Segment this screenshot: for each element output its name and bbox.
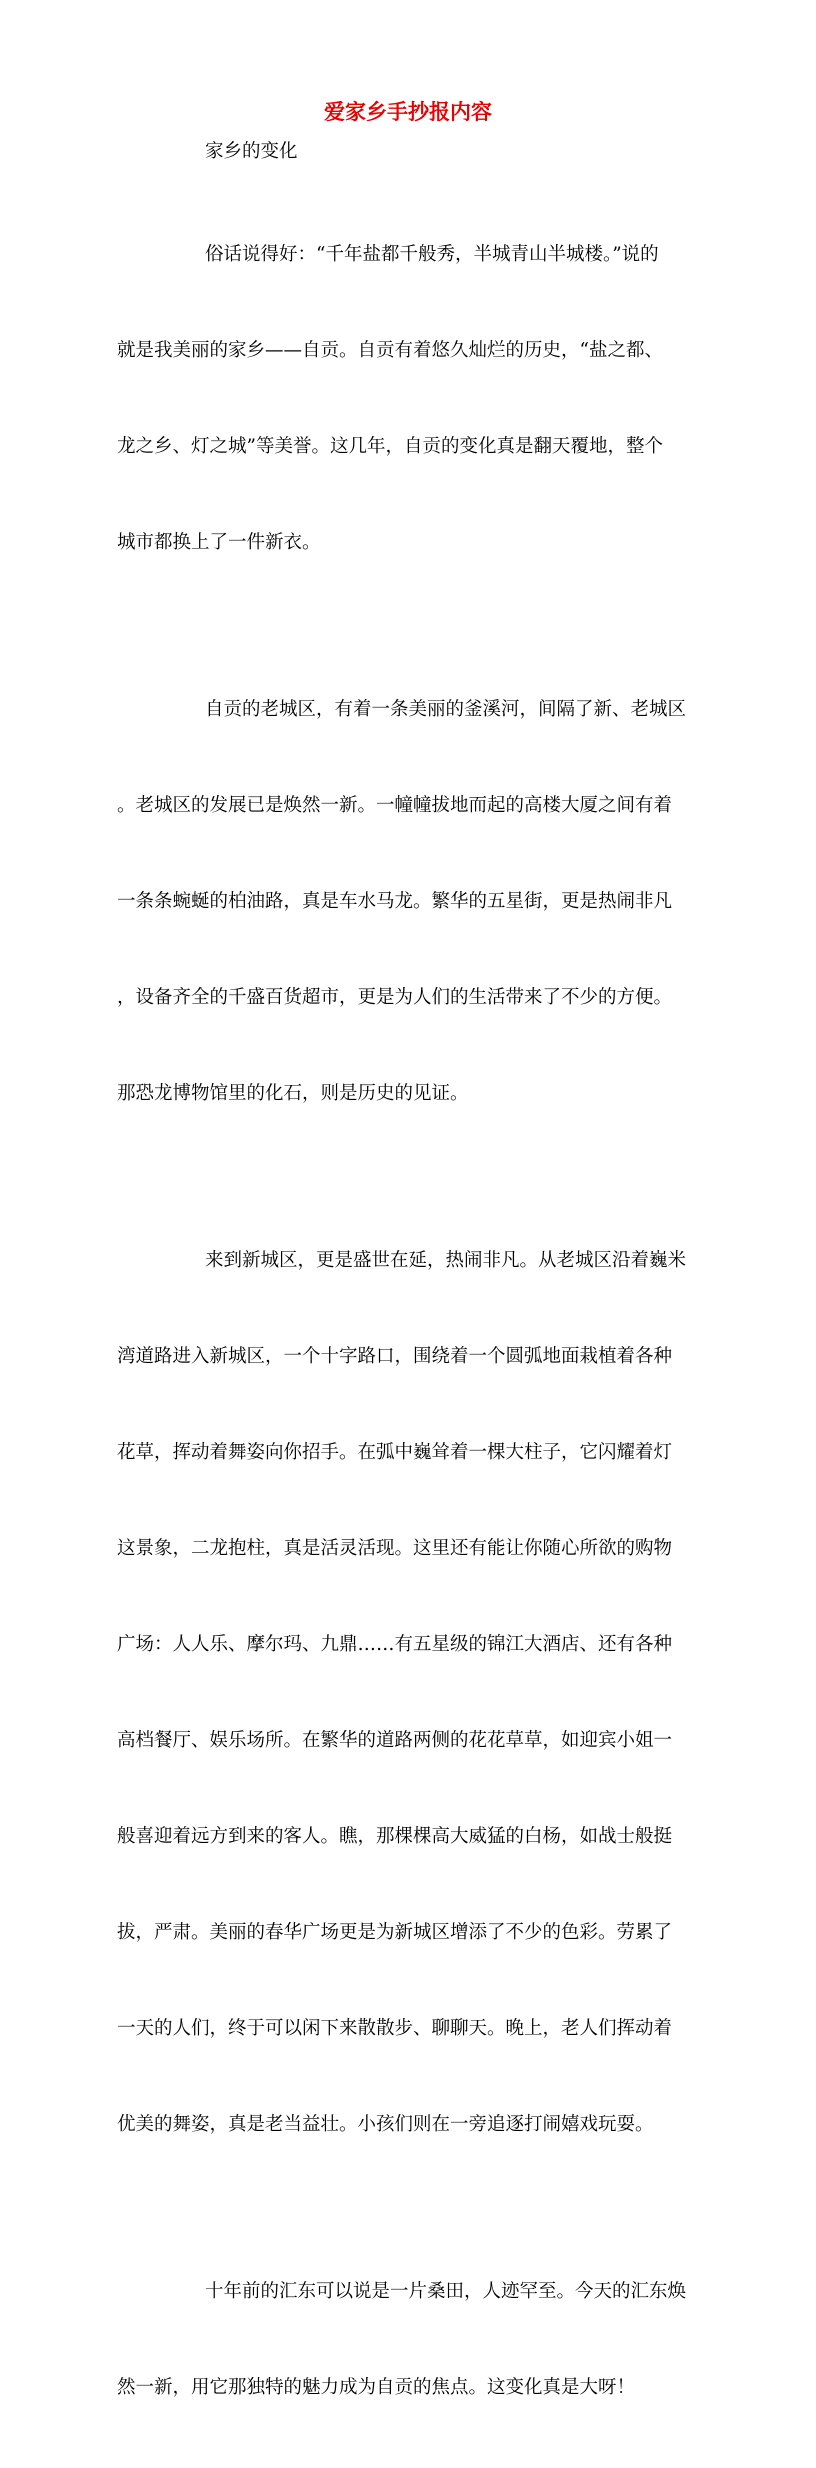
paragraph-line: 龙之乡、灯之城”等美誉。这几年，自贡的变化真是翻天覆地，整个 — [117, 436, 663, 457]
paragraph-3 — [117, 1181, 697, 2205]
paragraph-line: 般喜迎着远方到来的客人。瞧，那棵棵高大威猛的白杨，如战士般挺 — [117, 1826, 673, 1847]
paragraph-line: 拔，严肃。美丽的春华广场更是为新城区增添了不少的色彩。劳累了 — [117, 1922, 673, 1943]
paragraph-line: 城市都换上了一件新衣。 — [117, 532, 321, 553]
paragraph-4 — [117, 2212, 697, 2468]
paragraph-line: 就是我美丽的家乡——自贡。自贡有着悠久灿烂的历史，“盐之都、 — [117, 340, 663, 361]
paragraph-line: 这景象，二龙抱柱，真是活灵活现。这里还有能让你随心所欲的购物 — [117, 1538, 673, 1559]
paragraph-line: 花草，挥动着舞姿向你招手。在弧中巍耸着一棵大柱子，它闪耀着灯 — [117, 1442, 673, 1463]
document-title: 爱家乡手抄报内容 — [324, 99, 492, 124]
paragraph-line: 自贡的老城区，有着一条美丽的釜溪河，间隔了新、老城区 — [205, 699, 687, 720]
paragraph-line: 广场：人人乐、摩尔玛、九鼎……有五星级的锦江大酒店、还有各种 — [117, 1634, 673, 1655]
paragraph-2 — [117, 630, 697, 1174]
paragraph-line: 优美的舞姿，真是老当益壮。小孩们则在一旁追逐打闹嬉戏玩耍。 — [117, 2114, 654, 2135]
paragraph-line: 然一新，用它那独特的魅力成为自贡的焦点。这变化真是大呀！ — [117, 2377, 636, 2398]
paragraph-1 — [117, 175, 697, 623]
paragraph-line: 高档餐厅、娱乐场所。在繁华的道路两侧的花花草草，如迎宾小姐一 — [117, 1730, 673, 1751]
section-subtitle: 家乡的变化 — [205, 141, 298, 162]
paragraph-line: 来到新城区，更是盛世在延，热闹非凡。从老城区沿着巍米 — [205, 1250, 687, 1271]
paragraph-line: 俗话说得好：“千年盐都千般秀，半城青山半城楼。”说的 — [205, 244, 659, 265]
paragraph-line: 十年前的汇东可以说是一片桑田，人迹罕至。今天的汇东焕 — [205, 2281, 687, 2302]
paragraph-line: 湾道路进入新城区，一个十字路口，围绕着一个圆弧地面栽植着各种 — [117, 1346, 673, 1367]
paragraph-line: 一天的人们，终于可以闲下来散散步、聊聊天。晚上，老人们挥动着 — [117, 2018, 673, 2039]
document-body — [117, 136, 697, 2468]
paragraph-line: 一条条蜿蜒的柏油路，真是车水马龙。繁华的五星街，更是热闹非凡 — [117, 891, 673, 912]
paragraph-line: ，设备齐全的千盛百货超市，更是为人们的生活带来了不少的方便。 — [117, 987, 673, 1008]
paragraph-line: 。老城区的发展已是焕然一新。一幢幢拔地而起的高楼大厦之间有着 — [117, 795, 673, 816]
paragraph-line: 那恐龙博物馆里的化石，则是历史的见证。 — [117, 1083, 469, 1104]
